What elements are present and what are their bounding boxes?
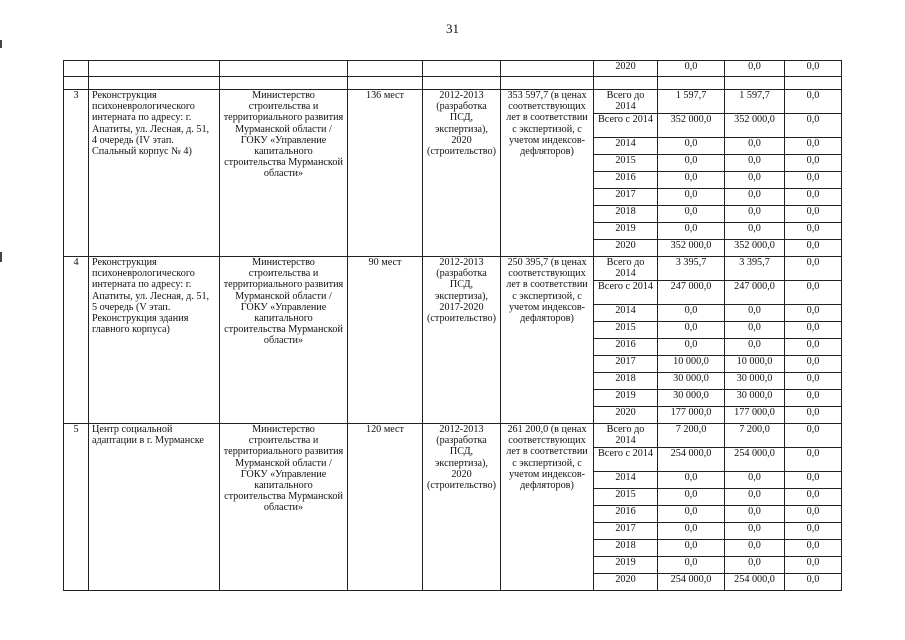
value-cell: 0,0 (658, 472, 725, 489)
year-cell: Всего с 2014 (594, 281, 658, 305)
value-cell: 0,0 (785, 114, 842, 138)
value-cell: 0,0 (785, 356, 842, 373)
value-cell: 0,0 (785, 322, 842, 339)
table-row (64, 257, 842, 281)
value-cell: 254 000,0 (725, 448, 785, 472)
value-cell: 0,0 (725, 138, 785, 155)
year-cell: 2017 (594, 356, 658, 373)
value-cell: 0,0 (785, 281, 842, 305)
table-cell (501, 61, 594, 77)
organization-cell: Министерство строительства и территориального развития Мурманской области / ГОКУ «Управление капитального строительства Мурманской области» (220, 90, 348, 257)
value-cell: 0,0 (658, 557, 725, 574)
year-cell: 2018 (594, 373, 658, 390)
year-cell: 2014 (594, 472, 658, 489)
value-cell: 0,0 (658, 489, 725, 506)
value-cell: 0,0 (785, 339, 842, 356)
value-cell: 247 000,0 (658, 281, 725, 305)
value-cell: 177 000,0 (725, 407, 785, 424)
year-cell: 2020 (594, 240, 658, 257)
year-cell: Всего с 2014 (594, 114, 658, 138)
table-row (64, 424, 842, 448)
cost-cell: 353 597,7 (в ценах соответствующих лет в соответствии с экспертизой, с учетом индексов-дефляторов) (501, 90, 594, 257)
value-cell: 0,0 (658, 138, 725, 155)
table-cell (64, 77, 89, 90)
year-cell: 2016 (594, 506, 658, 523)
table-cell (89, 61, 220, 77)
value-cell: 0,0 (785, 523, 842, 540)
table-body (64, 61, 842, 591)
value-cell: 0,0 (725, 472, 785, 489)
value-cell: 0,0 (785, 61, 842, 77)
value-cell: 3 395,7 (658, 257, 725, 281)
table-row (64, 90, 842, 114)
table-cell (89, 77, 220, 90)
value-cell: 254 000,0 (658, 574, 725, 591)
object-name-cell: Центр социальной адаптации в г. Мурманске (89, 424, 220, 591)
table-cell (785, 77, 842, 90)
table-cell (348, 77, 423, 90)
value-cell: 0,0 (785, 373, 842, 390)
year-cell: 2020 (594, 61, 658, 77)
value-cell: 352 000,0 (725, 240, 785, 257)
value-cell: 0,0 (725, 223, 785, 240)
value-cell: 0,0 (658, 523, 725, 540)
table-cell (594, 77, 658, 90)
year-cell: 2018 (594, 206, 658, 223)
value-cell: 0,0 (658, 339, 725, 356)
value-cell: 0,0 (785, 448, 842, 472)
table-cell (220, 61, 348, 77)
table-cell (501, 77, 594, 90)
period-cell: 2012-2013 (разработка ПСД, экспертиза), 2017-2020 (строительство) (423, 257, 501, 424)
period-cell: 2012-2013 (разработка ПСД, экспертиза), 2020 (строительство) (423, 424, 501, 591)
value-cell: 0,0 (658, 172, 725, 189)
value-cell: 0,0 (658, 206, 725, 223)
table-cell (348, 61, 423, 77)
value-cell: 0,0 (785, 390, 842, 407)
value-cell: 0,0 (785, 506, 842, 523)
value-cell: 7 200,0 (658, 424, 725, 448)
value-cell: 352 000,0 (658, 240, 725, 257)
value-cell: 0,0 (725, 489, 785, 506)
value-cell: 0,0 (725, 523, 785, 540)
table-cell (725, 77, 785, 90)
value-cell: 0,0 (785, 305, 842, 322)
table-cell (64, 61, 89, 77)
value-cell: 30 000,0 (658, 390, 725, 407)
capacity-cell: 120 мест (348, 424, 423, 591)
value-cell: 0,0 (785, 424, 842, 448)
year-cell: 2019 (594, 223, 658, 240)
value-cell: 352 000,0 (725, 114, 785, 138)
value-cell: 0,0 (785, 257, 842, 281)
year-cell: 2015 (594, 155, 658, 172)
value-cell: 1 597,7 (725, 90, 785, 114)
value-cell: 30 000,0 (725, 373, 785, 390)
year-cell: 2020 (594, 407, 658, 424)
value-cell: 0,0 (785, 489, 842, 506)
value-cell: 0,0 (785, 90, 842, 114)
cost-cell: 261 200,0 (в ценах соответствующих лет в соответствии с экспертизой, с учетом индексов-дефляторов) (501, 424, 594, 591)
value-cell: 0,0 (785, 155, 842, 172)
value-cell: 0,0 (725, 305, 785, 322)
value-cell: 0,0 (658, 155, 725, 172)
value-cell: 0,0 (785, 223, 842, 240)
year-cell: 2014 (594, 138, 658, 155)
table-row (64, 61, 842, 77)
value-cell: 0,0 (785, 172, 842, 189)
year-cell: 2019 (594, 390, 658, 407)
value-cell: 0,0 (785, 540, 842, 557)
value-cell: 0,0 (785, 138, 842, 155)
item-number-cell: 5 (64, 424, 89, 591)
year-cell: Всего до 2014 (594, 90, 658, 114)
year-cell: 2017 (594, 189, 658, 206)
year-cell: 2019 (594, 557, 658, 574)
value-cell: 7 200,0 (725, 424, 785, 448)
value-cell: 0,0 (658, 506, 725, 523)
value-cell: 3 395,7 (725, 257, 785, 281)
table-cell (658, 77, 725, 90)
organization-cell: Министерство строительства и территориального развития Мурманской области / ГОКУ «Управление капитального строительства Мурманской области» (220, 424, 348, 591)
item-number-cell: 4 (64, 257, 89, 424)
value-cell: 0,0 (725, 506, 785, 523)
object-name-cell: Реконструкция психоневрологического интерната по адресу: г. Апатиты, ул. Лесная, д. 51, 5 очередь (V этап. Реконструкция здания главного корпуса) (89, 257, 220, 424)
year-cell: 2020 (594, 574, 658, 591)
page-number: 31 (446, 21, 459, 36)
organization-cell: Министерство строительства и территориального развития Мурманской области / ГОКУ «Управление капитального строительства Мурманской области» (220, 257, 348, 424)
program-table (63, 60, 842, 591)
capacity-cell: 136 мест (348, 90, 423, 257)
value-cell: 0,0 (725, 206, 785, 223)
value-cell: 10 000,0 (658, 356, 725, 373)
cost-cell: 250 395,7 (в ценах соответствующих лет в соответствии с экспертизой, с учетом индексов-дефляторов) (501, 257, 594, 424)
value-cell: 10 000,0 (725, 356, 785, 373)
value-cell: 0,0 (658, 540, 725, 557)
year-cell: 2016 (594, 339, 658, 356)
value-cell: 0,0 (658, 223, 725, 240)
year-cell: Всего с 2014 (594, 448, 658, 472)
value-cell: 30 000,0 (658, 373, 725, 390)
value-cell: 352 000,0 (658, 114, 725, 138)
spacer-row (64, 77, 842, 90)
left-edge-mark (0, 252, 2, 262)
object-name-cell: Реконструкция психоневрологического интерната по адресу: г. Апатиты, ул. Лесная, д. 51, 4 очередь (IV этап. Спальный корпус № 4) (89, 90, 220, 257)
table-cell (220, 77, 348, 90)
value-cell: 0,0 (725, 189, 785, 206)
value-cell: 247 000,0 (725, 281, 785, 305)
period-cell: 2012-2013 (разработка ПСД, экспертиза), 2020 (строительство) (423, 90, 501, 257)
year-cell: Всего до 2014 (594, 424, 658, 448)
table-cell (423, 77, 501, 90)
year-cell: 2014 (594, 305, 658, 322)
value-cell: 254 000,0 (725, 574, 785, 591)
value-cell: 0,0 (725, 339, 785, 356)
value-cell: 30 000,0 (725, 390, 785, 407)
capacity-cell: 90 мест (348, 257, 423, 424)
value-cell: 0,0 (725, 540, 785, 557)
year-cell: 2018 (594, 540, 658, 557)
value-cell: 0,0 (785, 407, 842, 424)
value-cell: 0,0 (785, 472, 842, 489)
year-cell: Всего до 2014 (594, 257, 658, 281)
value-cell: 0,0 (725, 61, 785, 77)
value-cell: 0,0 (785, 206, 842, 223)
year-cell: 2015 (594, 489, 658, 506)
value-cell: 1 597,7 (658, 90, 725, 114)
value-cell: 0,0 (658, 189, 725, 206)
value-cell: 0,0 (725, 557, 785, 574)
year-cell: 2017 (594, 523, 658, 540)
value-cell: 0,0 (785, 557, 842, 574)
year-cell: 2016 (594, 172, 658, 189)
year-cell: 2015 (594, 322, 658, 339)
value-cell: 0,0 (785, 574, 842, 591)
value-cell: 0,0 (658, 322, 725, 339)
item-number-cell: 3 (64, 90, 89, 257)
value-cell: 254 000,0 (658, 448, 725, 472)
value-cell: 0,0 (785, 240, 842, 257)
value-cell: 0,0 (658, 61, 725, 77)
value-cell: 0,0 (725, 155, 785, 172)
value-cell: 0,0 (725, 172, 785, 189)
value-cell: 0,0 (725, 322, 785, 339)
value-cell: 0,0 (785, 189, 842, 206)
table-cell (423, 61, 501, 77)
left-edge-mark (0, 40, 2, 48)
value-cell: 177 000,0 (658, 407, 725, 424)
value-cell: 0,0 (658, 305, 725, 322)
